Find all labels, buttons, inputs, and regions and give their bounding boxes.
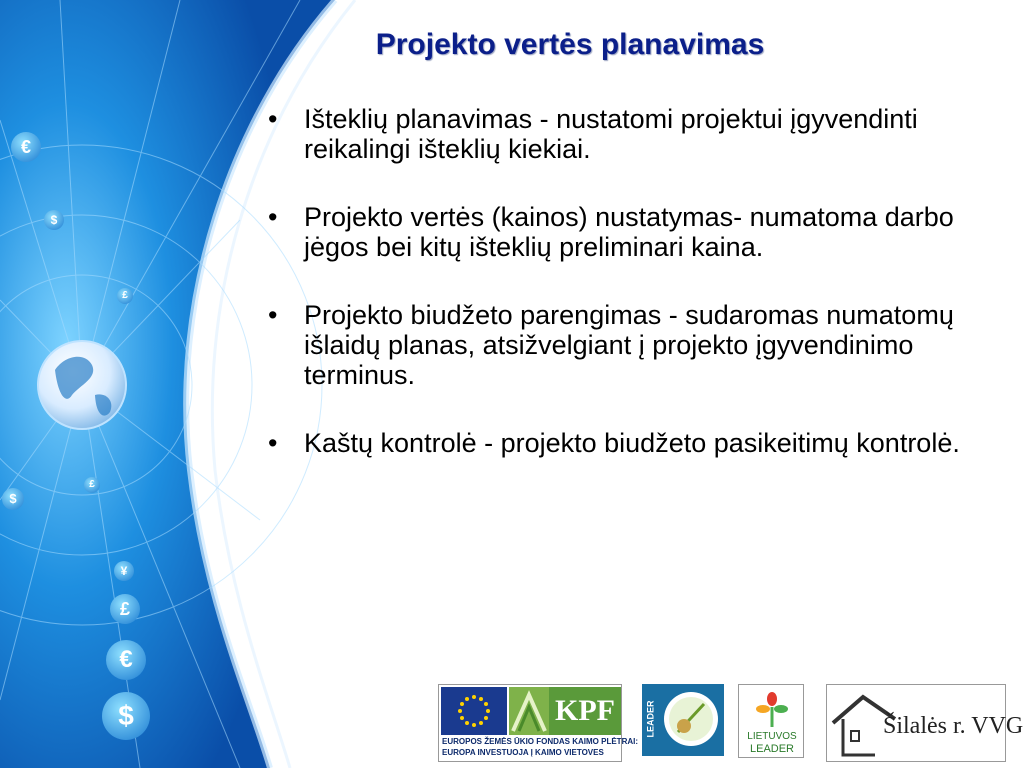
bullet-text: Kaštų kontrolė - projekto biudžeto pasikeitimų kontrolė. [304,428,960,458]
kpf-wheat-icon [509,687,549,735]
bullet-dot: • [268,104,278,134]
eu-kpf-logo [438,684,639,762]
bullet-text: Projekto biudžeto parengimas - sudaromas numatomų išlaidų planas, atsižvelgiant į projekto įgyvendinimo terminus. [304,300,954,390]
eu-caption-line2: EUROPA INVESTUOJA Į KAIMO VIETOVES [442,748,604,757]
currency-coins [0,0,200,768]
bullet-dot: • [268,428,278,458]
pound-coin-icon: £ [117,288,133,304]
bullet-item [262,202,1002,262]
leader-logo [642,684,724,756]
lietuvos-leader-logo [738,684,804,758]
vvg-label: Šilalės r. VVG [883,713,1024,739]
eu-flag-icon [441,687,507,735]
yen-coin-icon: ¥ [114,561,134,581]
euro-coin-icon: € [106,640,146,680]
silales-vvg-logo [826,684,1024,762]
leader-label: LEADER [645,700,656,738]
bullet-dot: • [268,300,278,330]
eu-caption-line1: EUROPOS ŽEMĖS ŪKIO FONDAS KAIMO PLĖTRAI: [442,737,639,746]
bullet-text: Išteklių planavimas - nustatomi projektui įgyvendinti reikalingi išteklių kiekiai. [304,104,918,164]
bullet-item [262,300,1002,390]
slide-title: Projekto vertės planavimas [375,28,765,61]
euro-coin-icon: € [11,132,41,162]
dollar-coin-icon: $ [44,210,64,230]
bullet-item [262,104,1002,164]
bullet-dot: • [268,202,278,232]
flower-icon [752,689,792,729]
lt-leader-line1: LIETUVOS [747,731,797,742]
bullet-list [262,104,1002,496]
bullet-item [262,428,1002,458]
pound-coin-icon: £ [84,477,100,493]
kpf-label: KPF [549,687,621,735]
lt-leader-line2: LEADER [749,743,795,755]
bullet-text: Projekto vertės (kainos) nustatymas- numatoma darbo jėgos bei kitų išteklių preliminari kaina. [304,202,954,262]
sponsor-logos [438,684,1024,764]
leader-emblem-icon [664,692,718,746]
dollar-coin-icon: $ [2,488,24,510]
pound-coin-icon: £ [110,594,140,624]
dollar-coin-icon: $ [102,692,150,740]
